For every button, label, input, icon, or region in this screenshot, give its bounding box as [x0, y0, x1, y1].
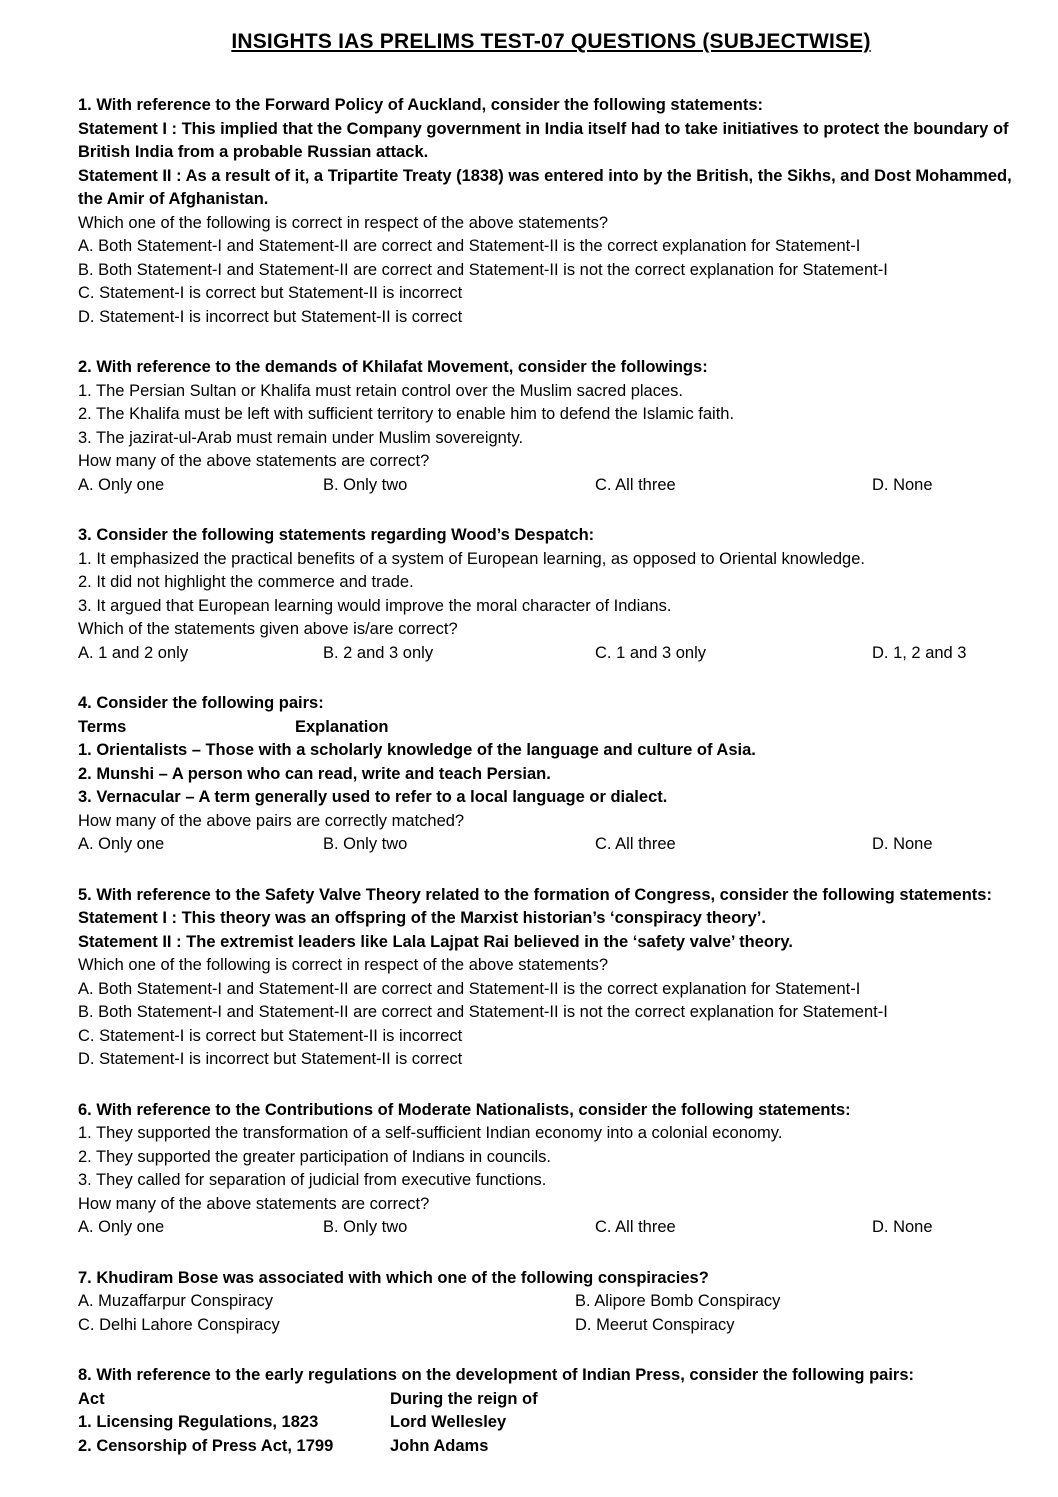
option-row	[78, 642, 1024, 666]
question-line: 5. With reference to the Safety Valve Theory related to the formation of Congress, consider the following statements:	[78, 885, 992, 904]
question-1	[78, 94, 1024, 329]
question-line: 2. The Khalifa must be left with sufficient territory to enable him to defend the Islamic faith.	[78, 405, 735, 423]
question-line: 1. Orientalists – Those with a scholarly knowledge of the language and culture of Asia.	[78, 741, 756, 759]
option-row	[78, 474, 1024, 498]
option-cell: 1. Licensing Regulations, 1823	[78, 1413, 319, 1431]
option-cell: B. Only two	[323, 835, 408, 853]
option-cell: D. Meerut Conspiracy	[575, 1315, 735, 1334]
question-line: How many of the above statements are correct?	[78, 452, 430, 470]
option-cell: A. Muzaffarpur Conspiracy	[78, 1292, 274, 1310]
question-line: 2. Munshi – A person who can read, write and teach Persian.	[78, 764, 551, 783]
question-line: 2. They supported the greater participation of Indians in councils.	[78, 1147, 551, 1166]
option-row	[78, 1388, 1024, 1412]
option-cell: C. Delhi Lahore Conspiracy	[78, 1315, 280, 1334]
question-8	[78, 1364, 1024, 1458]
option-cell: B. Only two	[323, 1218, 408, 1236]
question-line: Statement I : This theory was an offspring of the Marxist historian’s ‘conspiracy theory’.	[78, 909, 766, 927]
option-cell: Act	[78, 1389, 105, 1408]
question-line: A. Both Statement-I and Statement-II are correct and Statement-II is the correct explanation for Statement-I	[78, 237, 861, 255]
question-line: 3. The jazirat-ul-Arab must remain under Muslim sovereignty.	[78, 428, 524, 447]
option-cell: D. None	[872, 475, 933, 494]
option-cell: A. 1 and 2 only	[78, 643, 189, 662]
option-cell: D. None	[872, 835, 933, 853]
questions-container	[78, 94, 1024, 1458]
question-line: 1. They supported the transformation of a self-sufficient Indian economy into a colonial economy.	[78, 1124, 783, 1142]
question-line: 1. It emphasized the practical benefits of a system of European learning, as opposed to Oriental knowledge.	[78, 549, 865, 568]
option-cell: Terms	[78, 717, 127, 736]
question-line: How many of the above pairs are correctly matched?	[78, 811, 465, 830]
question-line: Which of the statements given above is/are correct?	[78, 620, 458, 638]
option-row	[78, 1314, 1024, 1338]
question-2	[78, 356, 1024, 497]
option-cell: John Adams	[390, 1436, 489, 1455]
option-cell: B. Only two	[323, 475, 408, 494]
question-line: 1. The Persian Sultan or Khalifa must retain control over the Muslim sacred places.	[78, 381, 683, 400]
option-cell: During the reign of	[390, 1389, 538, 1408]
question-line: Statement II : The extremist leaders like Lala Lajpat Rai believed in the ‘safety valve’ theory.	[78, 932, 793, 951]
question-line: 8. With reference to the early regulations on the development of Indian Press, consider the following pairs:	[78, 1366, 915, 1384]
question-5	[78, 884, 1024, 1072]
option-cell: D. None	[872, 1218, 933, 1236]
option-row	[78, 1216, 1024, 1240]
option-cell: 2. Censorship of Press Act, 1799	[78, 1436, 334, 1455]
question-line: Which one of the following is correct in respect of the above statements?	[78, 213, 609, 232]
option-cell: C. 1 and 3 only	[595, 643, 706, 662]
option-cell: A. Only one	[78, 475, 165, 494]
option-row	[78, 1435, 1024, 1459]
question-4	[78, 692, 1024, 857]
question-line: Statement I : This implied that the Company government in India itself had to take initiatives to protect the boundary of British India from a probable Russian attack.	[78, 119, 1009, 161]
question-line: 3. They called for separation of judicial from executive functions.	[78, 1171, 547, 1189]
option-row	[78, 1290, 1024, 1314]
question-line: 3. Consider the following statements regarding Wood’s Despatch:	[78, 526, 595, 544]
option-cell: A. Only one	[78, 1218, 165, 1236]
question-line: 2. With reference to the demands of Khilafat Movement, consider the followings:	[78, 358, 708, 376]
question-line: A. Both Statement-I and Statement-II are correct and Statement-II is the correct explanation for Statement-I	[78, 979, 861, 998]
question-line: 1. With reference to the Forward Policy of Auckland, consider the following statements:	[78, 96, 764, 114]
option-row	[78, 833, 1024, 857]
question-line: D. Statement-I is incorrect but Statement-II is correct	[78, 307, 463, 326]
option-cell: Lord Wellesley	[390, 1413, 507, 1431]
question-line: C. Statement-I is correct but Statement-II is incorrect	[78, 284, 463, 302]
question-line: Statement II : As a result of it, a Tripartite Treaty (1838) was entered into by the British, the Sikhs, and Dost Mohammed, the Amir of Afghanistan.	[78, 166, 1012, 208]
question-line: C. Statement-I is correct but Statement-II is incorrect	[78, 1026, 463, 1045]
option-cell: Explanation	[295, 717, 389, 736]
option-cell: B. Alipore Bomb Conspiracy	[575, 1292, 781, 1310]
question-line: 7. Khudiram Bose was associated with which one of the following conspiracies?	[78, 1268, 709, 1287]
option-cell: C. All three	[595, 835, 676, 853]
option-cell: A. Only one	[78, 835, 165, 853]
option-row	[78, 716, 1024, 740]
question-line: 4. Consider the following pairs:	[78, 694, 324, 712]
option-cell: D. 1, 2 and 3	[872, 643, 967, 662]
question-line: B. Both Statement-I and Statement-II are correct and Statement-II is not the correct explanation for Statement-I	[78, 260, 888, 279]
question-line: Which one of the following is correct in respect of the above statements?	[78, 956, 609, 974]
option-cell: C. All three	[595, 1218, 676, 1236]
question-line: 3. It argued that European learning would improve the moral character of Indians.	[78, 596, 672, 615]
question-line: B. Both Statement-I and Statement-II are correct and Statement-II is not the correct explanation for Statement-I	[78, 1003, 888, 1021]
question-line: 2. It did not highlight the commerce and trade.	[78, 573, 414, 591]
question-line: 3. Vernacular – A term generally used to refer to a local language or dialect.	[78, 788, 668, 806]
page-title: INSIGHTS IAS PRELIMS TEST-07 QUESTIONS (SUBJECTWISE)	[231, 30, 871, 53]
question-7	[78, 1267, 1024, 1338]
question-line: 6. With reference to the Contributions of Moderate Nationalists, consider the following statements:	[78, 1100, 851, 1119]
question-3	[78, 524, 1024, 665]
question-line: How many of the above statements are correct?	[78, 1194, 430, 1213]
option-row	[78, 1411, 1024, 1435]
option-cell: C. All three	[595, 475, 676, 494]
question-6	[78, 1099, 1024, 1240]
option-cell: B. 2 and 3 only	[323, 643, 434, 662]
question-line: D. Statement-I is incorrect but Statement-II is correct	[78, 1050, 463, 1068]
